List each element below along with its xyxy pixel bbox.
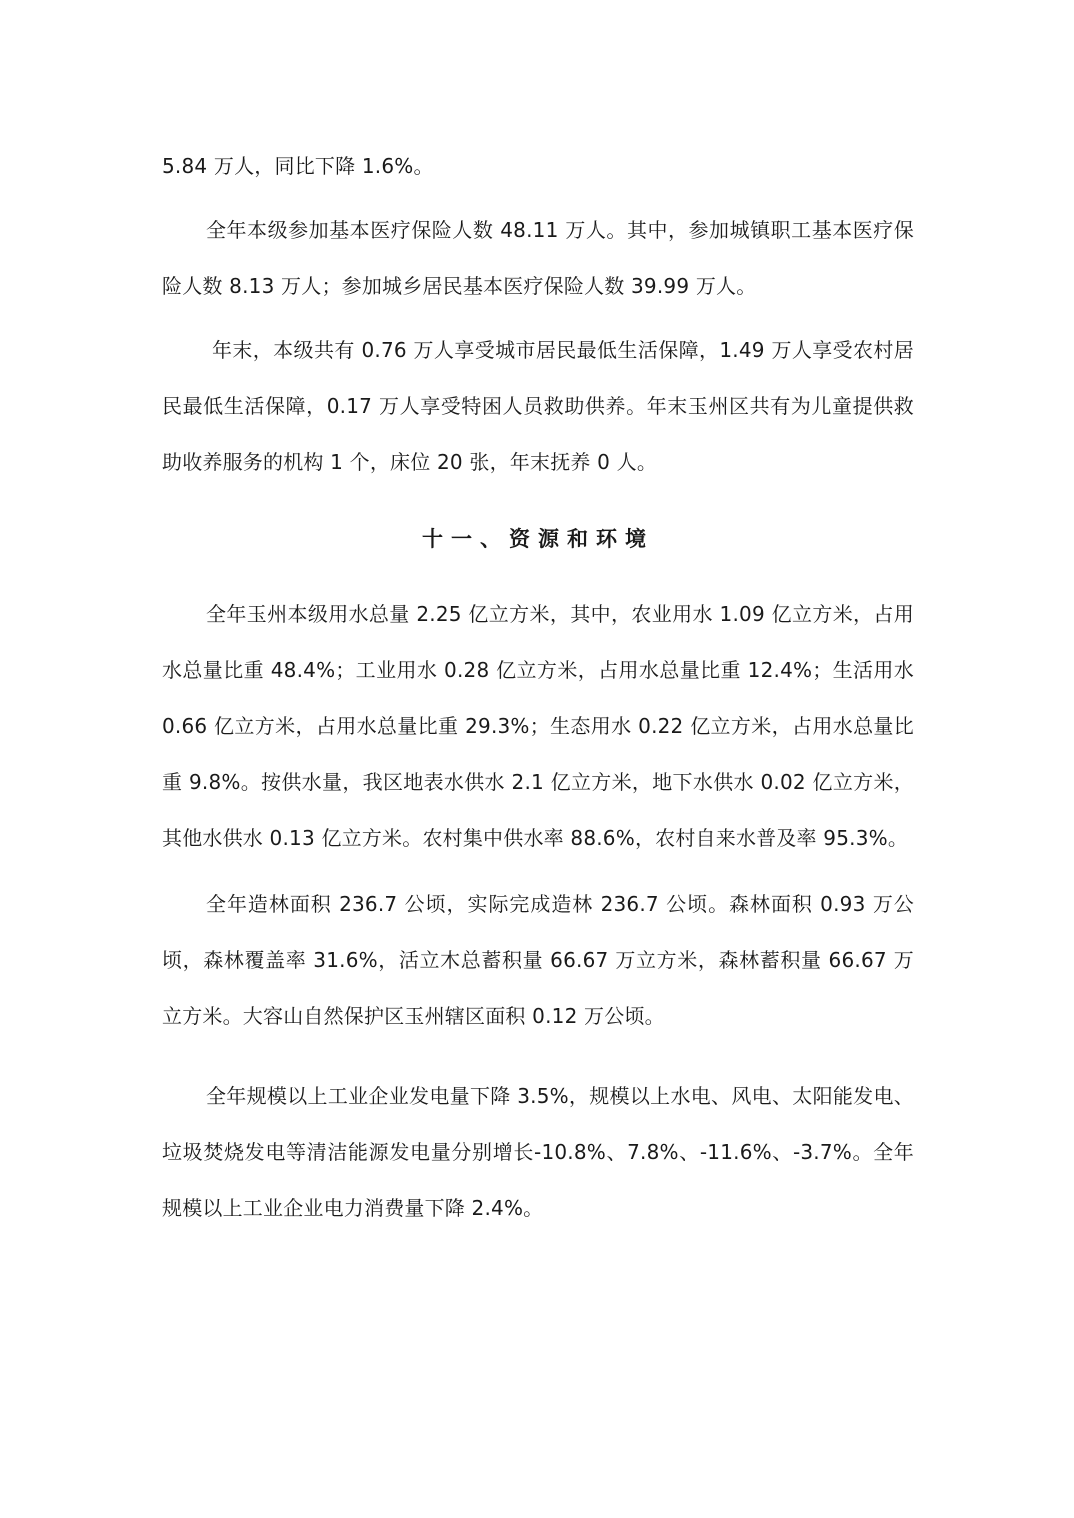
paragraph-medical-insurance: 全年本级参加基本医疗保险人数 48.11 万人。其中，参加城镇职工基本医疗保险人数 8.13 万人；参加城乡居民基本医疗保险人数 39.99 万人。	[162, 218, 914, 298]
paragraph-pension-continued: 5.84 万人，同比下降 1.6%。	[162, 154, 434, 178]
paragraph-water-usage: 全年玉州本级用水总量 2.25 亿立方米，其中，农业用水 1.09 亿立方米，占用水总量比重 48.4%；工业用水 0.28 亿立方米，占用水总量比重 12.4%；生活用水 0.66 亿立方米，占用水总量比重 29.3%；生态用水 0.22 亿立方米，占用水总量比重 9.8%。按供水量，我区地表水供水 2.1 亿立方米，地下水供水 0.02 亿立方米，其他水供水 0.13 亿立方米。农村集中供水率 88.6%，农村自来水普及率 95.3%。	[162, 602, 914, 850]
paragraph-power-generation: 全年规模以上工业企业发电量下降 3.5%，规模以上水电、风电、太阳能发电、垃圾焚烧发电等清洁能源发电量分别增长-10.8%、7.8%、-11.6%、-3.7%。全年规模以上工业企业电力消费量下降 2.4%。	[162, 1084, 914, 1220]
paragraph-forestry: 全年造林面积 236.7 公顷，实际完成造林 236.7 公顷。森林面积 0.93 万公顷，森林覆盖率 31.6%，活立木总蓄积量 66.67 万立方米，森林蓄积量 66.67 万立方米。大容山自然保护区玉州辖区面积 0.12 万公顷。	[162, 892, 914, 1028]
section-heading-resources-environment: 十一、资源和环境	[422, 527, 654, 551]
document-page	[162, 138, 914, 1236]
paragraph-social-assistance: 年末，本级共有 0.76 万人享受城市居民最低生活保障，1.49 万人享受农村居民最低生活保障，0.17 万人享受特困人员救助供养。年末玉州区共有为儿童提供救助收养服务的机构 1 个，床位 20 张，年末抚养 0 人。	[162, 338, 914, 474]
